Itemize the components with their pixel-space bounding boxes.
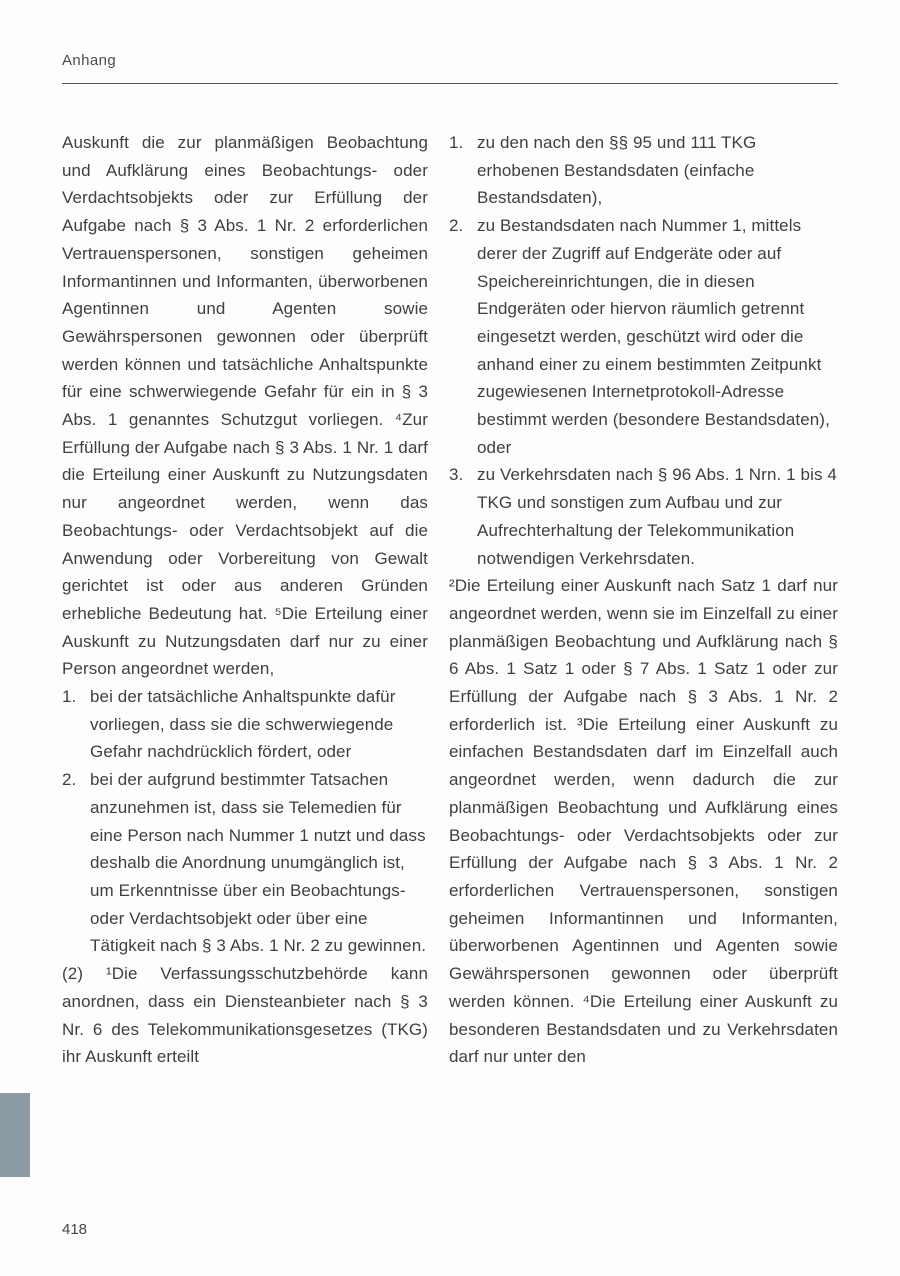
list-item xyxy=(449,212,838,461)
list-item-text: zu Verkehrsdaten nach § 96 Abs. 1 Nrn. 1 bis 4 TKG und sonstigen zum Aufbau und zur Aufrechterhaltung der Telekommunikation notwendigen Verkehrsdaten. xyxy=(477,465,837,568)
list-item-text: zu den nach den §§ 95 und 111 TKG erhobenen Bestandsdaten (einfache Bestandsdaten), xyxy=(477,133,757,208)
list-item-text: bei der aufgrund bestimmter Tatsachen anzunehmen ist, dass sie Telemedien für eine Person nach Nummer 1 nutzt und dass deshalb die Anordnung unumgänglich ist, um Erkenntnisse über ein Beobachtungs- oder Verdachtsobjekt oder über eine Tätigkeit nach § 3 Abs. 1 Nr. 2 zu gewinnen. xyxy=(90,770,427,956)
list-item-text: bei der tatsächliche Anhaltspunkte dafür vorliegen, dass sie die schwerwiegende Gefahr nachdrücklich fördert, oder xyxy=(90,687,396,762)
list-item xyxy=(449,129,838,212)
list-item-number: 2. xyxy=(62,770,77,790)
paragraph-3: ²Die Erteilung einer Auskunft nach Satz 1 darf nur angeordnet werden, wenn sie im Einzelfall zu einer planmäßigen Beobachtung und Aufklärung nach § 6 Abs. 1 Satz 1 oder § 7 Abs. 1 Satz 1 oder zur Erfüllung der Aufgabe nach § 3 Abs. 1 Nr. 2 erforderlich ist. ³Die Erteilung einer Auskunft zu einfachen Bestandsdaten darf im Einzelfall auch angeordnet werden, wenn dadurch die zur planmäßigen Beobachtung und Aufklärung eines Beobachtungs- oder Verdachtsobjekts oder zur Erfüllung der Aufgabe nach § 3 Abs. 1 Nr. 2 erforderlichen Vertrauenspersonen, sonstigen geheimen Informantinnen und Informanten, überworbenen Agentinnen und Agenten sowie Gewährspersonen gewonnen oder überprüft werden können. ⁴Die Erteilung einer Auskunft zu besonderen Bestandsdaten und zu Verkehrsdaten darf nur unter den xyxy=(449,576,838,1067)
list-item-number: 1. xyxy=(449,133,464,152)
list-item xyxy=(449,461,838,572)
left-column xyxy=(62,129,428,1071)
list-item-text: zu Bestandsdaten nach Nummer 1, mittels derer der Zugriff auf Endgeräte oder auf Speichereinrichtungen, die in diesen Endgeräten oder hiervon räumlich getrennt eingesetzt werden, geschützt wird oder die anhand einer zu einem bestimmten Zeitpunkt zugewiesenen Internetprotokoll-Adresse bestimmt werden (besondere Bestandsdaten), oder xyxy=(477,216,830,457)
paragraph-1: Auskunft die zur planmäßigen Beobachtung und Aufklärung eines Beobachtungs- oder Verdachtsobjekts oder zur Erfüllung der Aufgabe nach § 3 Abs. 1 Nr. 2 erforderlichen Vertrauenspersonen, sonstigen geheimen Informantinnen und Informanten, überworbenen Agentinnen und Agenten sowie Gewährspersonen gewonnen oder überprüft werden können und tatsächliche Anhaltspunkte für eine schwerwiegende Gefahr für ein in § 3 Abs. 1 genanntes Schutzgut vorliegen. ⁴Zur Erfüllung der Aufgabe nach § 3 Abs. 1 Nr. 1 darf die Erteilung einer Auskunft zu Nutzungsdaten nur angeordnet werden, wenn das Beobachtungs- oder Verdachtsobjekt auf die Anwendung oder Vorbereitung von Gewalt gerichtet ist oder aus anderen Gründen erhebliche Bedeutung hat. ⁵Die Erteilung einer Auskunft zu Nutzungsdaten darf nur zu einer Person angeordnet werden, xyxy=(62,133,428,679)
page-content xyxy=(62,129,838,1071)
page-header xyxy=(62,52,838,84)
left-numbered-list xyxy=(62,683,428,960)
list-item-number: 2. xyxy=(449,216,464,236)
list-item-number: 1. xyxy=(62,687,77,707)
page-footer xyxy=(62,1221,87,1238)
right-column xyxy=(449,129,838,1071)
list-item-number: 3. xyxy=(449,465,464,485)
section-tab-marker xyxy=(0,1093,30,1177)
paragraph-2: (2) ¹Die Verfassungsschutzbehörde kann anordnen, dass ein Diensteanbieter nach § 3 Nr. 6 des Telekommunikationsgesetzes (TKG) ihr Auskunft erteilt xyxy=(62,964,428,1067)
list-item xyxy=(62,683,428,766)
right-numbered-list xyxy=(449,129,838,572)
running-header-title: Anhang xyxy=(62,52,117,69)
page-number: 418 xyxy=(62,1221,88,1238)
list-item xyxy=(62,766,428,960)
